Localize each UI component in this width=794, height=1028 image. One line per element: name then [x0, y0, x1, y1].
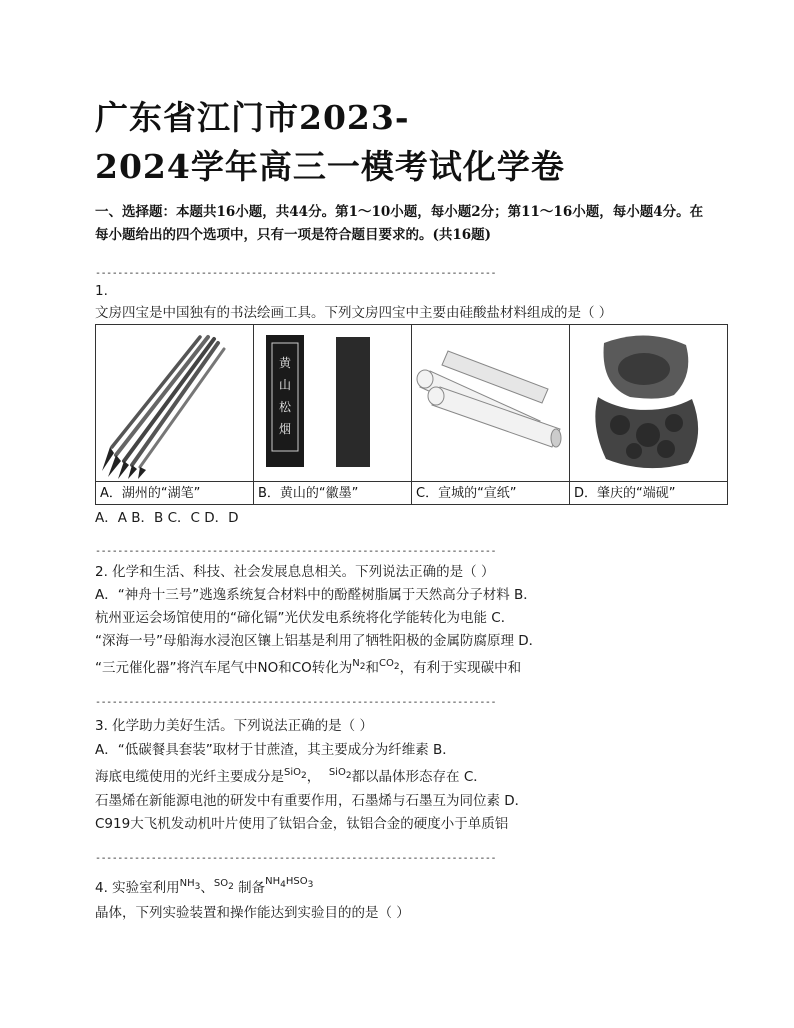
- q4-stem: [95, 876, 313, 898]
- paper-rolls-icon: [412, 325, 565, 481]
- divider: ------------------------------------------------------------------------: [95, 697, 497, 708]
- option-d-caption: D．肇庆的“端砚”: [570, 482, 728, 505]
- so2-formula: SO2: [213, 878, 234, 892]
- q2-line-2: A．“神舟十三号”逃逸系统复合材料中的酚醛树脂属于天然高分子材料 B．: [95, 587, 537, 603]
- q4-line-2: 晶体，下列实验装置和操作能达到实验目的的是（ ）: [95, 905, 410, 921]
- q3-line-2: A．“低碳餐具套装”取材于甘蔗渣，其主要成分为纤维素 B．: [95, 742, 456, 758]
- sio2-formula: SiO2: [284, 767, 307, 781]
- page-title-line-1: 广东省江门市2023-: [95, 98, 410, 137]
- q2-line-3: 杭州亚运会场馆使用的“碲化镉”光伏发电系统将化学能转化为电能 C．: [95, 610, 515, 626]
- q2-line-4: “深海一号”母船海水浸泡区镶上铝基是利用了牺牲阳极的金属防腐原理 D．: [95, 633, 543, 649]
- q3-stem: 3. 化学助力美好生活。下列说法正确的是（ ）: [95, 718, 373, 734]
- option-b-image: [254, 325, 412, 482]
- q3-line-3: [95, 765, 487, 787]
- q3-line-3-end: 都以晶体形态存在 C．: [351, 769, 487, 785]
- svg-text:松: 松: [278, 400, 292, 414]
- q2-line-5-text: “三元催化器”将汽车尾气中NO和CO转化为: [95, 660, 353, 676]
- q2-stem: 2. 化学和生活、科技、社会发展息息相关。下列说法正确的是（ ）: [95, 564, 495, 580]
- q3-line-4: 石墨烯在新能源电池的研发中有重要作用，石墨烯与石墨互为同位素 D．: [95, 793, 529, 809]
- option-c-caption: C．宣城的“宣纸”: [412, 482, 570, 505]
- q3-line-3-text: 海底电缆使用的光纤主要成分是: [95, 769, 284, 785]
- svg-text:烟: 烟: [278, 422, 292, 436]
- divider: ------------------------------------------------------------------------: [95, 268, 497, 279]
- option-a-image: [96, 325, 254, 482]
- q3-line-5: C919大飞机发动机叶片使用了钛铝合金，钛铝合金的硬度小于单质铝: [95, 816, 509, 832]
- svg-text:黄: 黄: [278, 356, 292, 370]
- q4-stem-text: 4. 实验室利用: [95, 880, 180, 896]
- svg-text:山: 山: [278, 378, 292, 392]
- divider: ------------------------------------------------------------------------: [95, 853, 497, 864]
- option-a-caption: A．湖州的“湖笔”: [96, 482, 254, 505]
- writing-brushes-icon: [96, 325, 249, 481]
- comma: ，: [306, 769, 321, 785]
- divider: ------------------------------------------------------------------------: [95, 546, 497, 557]
- q1-answer-options: A．A B．B C．C D．D: [95, 510, 239, 526]
- nh4hso3-formula: NH4HSO3: [265, 876, 314, 890]
- option-c-image: [412, 325, 570, 482]
- option-d-image: [570, 325, 728, 482]
- and-text: 和: [365, 660, 379, 676]
- sio2-formula-2: SiO2: [328, 767, 352, 781]
- q2-line-5-end: ，有利于实现碳中和: [399, 660, 522, 676]
- option-b-caption: B．黄山的“徽墨”: [254, 482, 412, 505]
- q1-number: 1.: [95, 283, 108, 299]
- nh3-formula: NH3: [179, 878, 201, 892]
- prepare-text: 制备: [238, 880, 266, 896]
- section-header: 一、选择题：本题共16小题，共44分。第1～10小题，每小题2分；第11～16小题，每小题4分。在每小题给出的四个选项中，只有一项是符合题目要求的。(共16题): [95, 204, 704, 243]
- q1-stem: 文房四宝是中国独有的书法绘画工具。下列文房四宝中主要由硅酸盐材料组成的是（ ）: [95, 305, 613, 321]
- q1-image-table: [95, 324, 728, 505]
- page-title-line-2: 2024学年高三一模考试化学卷: [95, 147, 565, 186]
- q2-line-5: [95, 656, 521, 678]
- ink-sticks-icon: [254, 325, 407, 481]
- co2-formula: CO2: [378, 658, 400, 672]
- n2-formula: N2: [352, 658, 366, 672]
- inkstone-icon: [570, 325, 723, 481]
- separator: 、: [200, 880, 214, 896]
